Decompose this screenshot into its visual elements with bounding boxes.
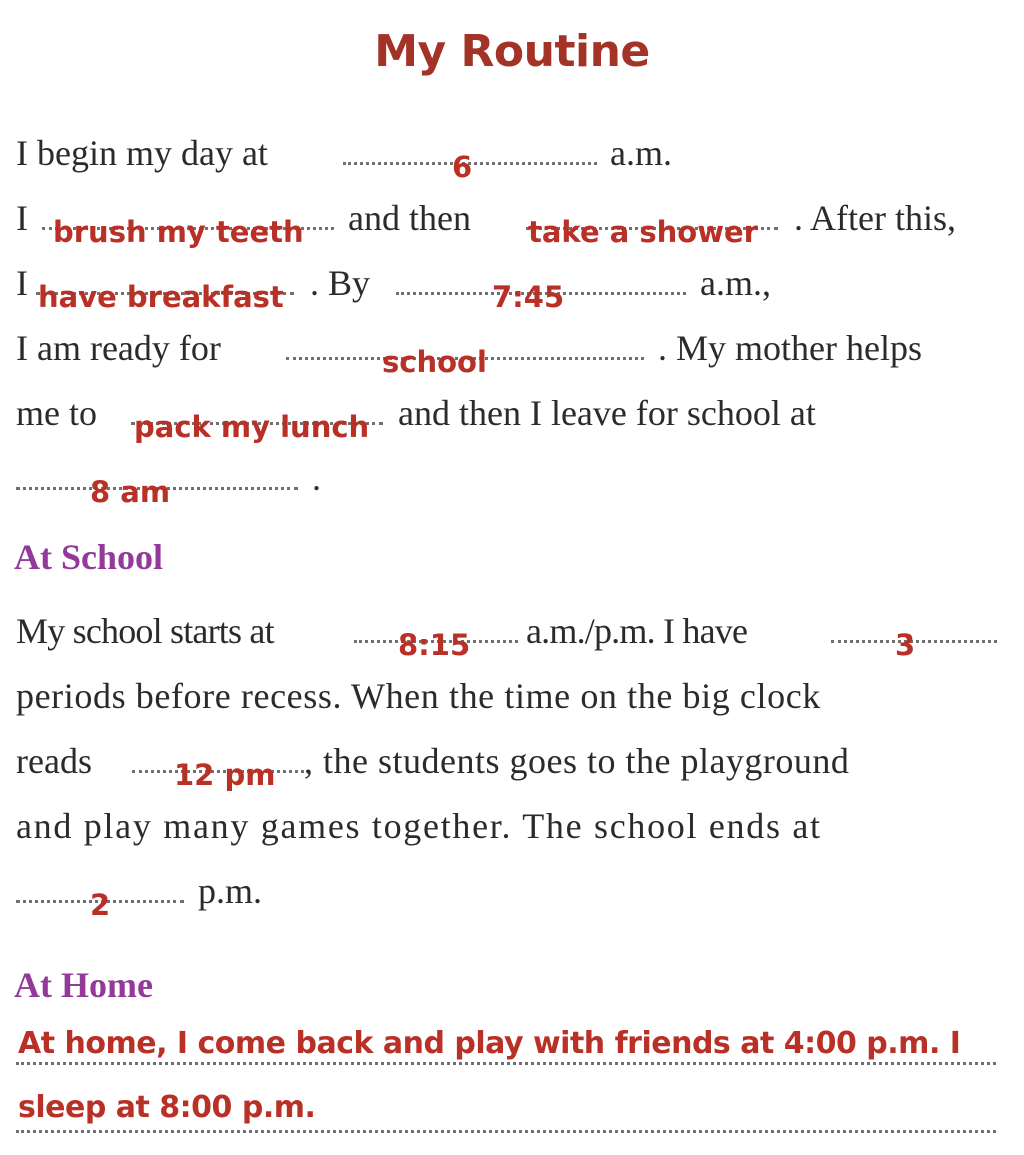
routine-text: . <box>312 458 321 498</box>
routine-text: I <box>16 198 28 238</box>
routine-line-5 <box>16 392 1006 452</box>
routine-text: . After this, <box>794 198 956 238</box>
blank-ready-time[interactable] <box>396 280 686 314</box>
school-line-5 <box>16 870 1006 930</box>
blank-recess-time[interactable] <box>132 758 304 792</box>
routine-text: I am ready for <box>16 328 221 368</box>
school-text: and play many games together. The school ends at <box>16 806 822 846</box>
home-answer-line-1: At home, I come back and play with friends at 4:00 p.m. I <box>18 1026 961 1061</box>
page-title: My Routine <box>374 26 650 77</box>
routine-line-4 <box>16 327 1006 387</box>
school-text: a.m./p.m. I have <box>526 611 748 651</box>
answer-start-time: 8:15 <box>398 628 471 662</box>
routine-line-3 <box>16 262 1006 322</box>
home-blank-line-2[interactable] <box>16 1130 996 1133</box>
home-blank-line-1[interactable] <box>16 1062 996 1065</box>
section-heading-at-home: At Home <box>14 965 153 1005</box>
school-line-4 <box>16 805 1006 865</box>
home-answer-line-2: sleep at 8:00 p.m. <box>18 1090 316 1125</box>
answer-activity-2: take a shower <box>528 215 758 249</box>
school-text: My school starts at <box>16 611 274 651</box>
blank-periods[interactable] <box>831 628 997 662</box>
routine-text: a.m., <box>700 263 771 303</box>
section-heading-at-school: At School <box>14 537 164 577</box>
blank-activity-3[interactable] <box>36 280 294 314</box>
blank-start-time[interactable] <box>354 628 518 662</box>
answer-wake-time: 6 <box>452 150 473 184</box>
routine-text: and then <box>348 198 471 238</box>
answer-ready-time: 7:45 <box>492 280 565 314</box>
answer-ready-for: school <box>382 345 487 379</box>
routine-text: and then I leave for school at <box>398 393 816 433</box>
routine-text: a.m. <box>610 133 672 173</box>
blank-wake-time[interactable] <box>343 150 597 184</box>
answer-activity-3: have breakfast <box>38 280 284 314</box>
routine-line-2 <box>16 197 1006 257</box>
answer-end-time: 2 <box>90 888 111 922</box>
answer-leave-time: 8 am <box>90 475 171 509</box>
blank-activity-2[interactable] <box>526 215 778 249</box>
routine-line-1 <box>16 132 1006 192</box>
blank-leave-time[interactable] <box>16 475 298 509</box>
school-line-1 <box>16 610 1006 670</box>
routine-text: . By <box>310 263 371 303</box>
blank-ready-for[interactable] <box>286 345 644 379</box>
answer-periods: 3 <box>895 628 916 662</box>
routine-text: I begin my day at <box>16 133 268 173</box>
school-line-3 <box>16 740 1006 800</box>
answer-activity-1: brush my teeth <box>53 215 304 249</box>
blank-end-time[interactable] <box>16 888 184 922</box>
routine-text: me to <box>16 393 97 433</box>
school-text: reads <box>16 741 92 781</box>
answer-recess-time: 12 pm <box>174 758 276 792</box>
routine-text: . My mother helps <box>658 328 922 368</box>
routine-line-6 <box>16 457 1006 517</box>
school-text: p.m. <box>198 871 263 911</box>
blank-mother-helps[interactable] <box>131 410 383 444</box>
school-line-2 <box>16 675 1006 735</box>
school-text: , the students goes to the playground <box>304 741 850 781</box>
school-text: periods before recess. When the time on the big clock <box>16 676 821 716</box>
routine-text: I <box>16 263 28 303</box>
answer-mother-helps: pack my lunch <box>134 410 370 444</box>
blank-activity-1[interactable] <box>42 215 334 249</box>
